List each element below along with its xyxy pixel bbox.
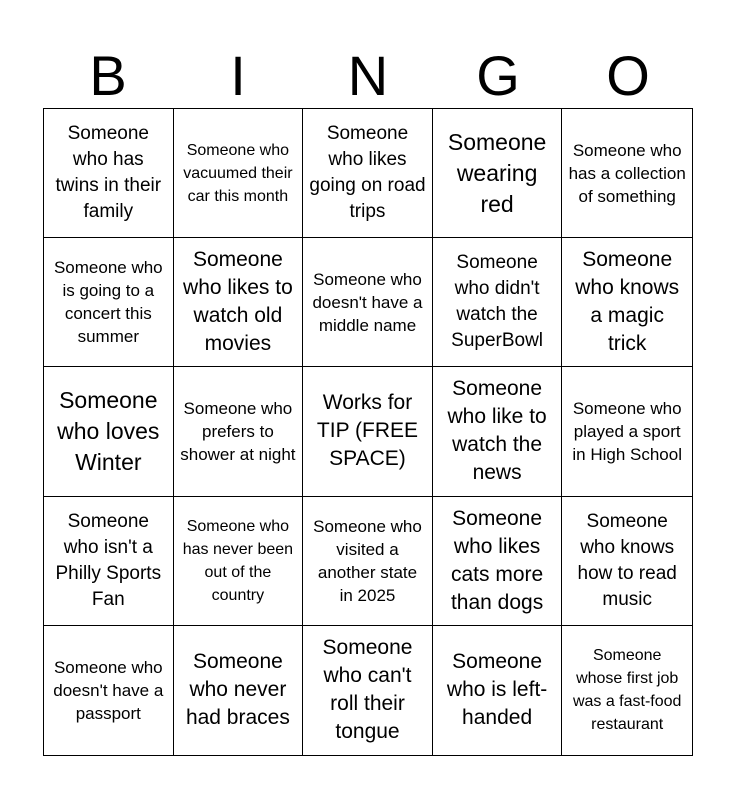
cell-text: Someone who isn't a Philly Sports Fan xyxy=(55,510,162,610)
cell-text: Someone who knows a magic trick xyxy=(575,248,680,356)
bingo-cell[interactable] xyxy=(44,238,174,367)
cell-text: Someone who prefers to shower at night xyxy=(180,398,296,464)
bingo-cell[interactable] xyxy=(433,238,563,367)
cell-text: Someone who like to watch the news xyxy=(447,377,547,485)
bingo-cell[interactable] xyxy=(174,238,304,367)
cell-text: Someone who played a sport in High School xyxy=(572,398,682,464)
cell-text: Someone who is going to a concert this summer xyxy=(53,258,163,347)
cell-text: Someone who knows how to read music xyxy=(577,510,677,610)
cell-text: Someone who vacuumed their car this month xyxy=(183,141,293,205)
cell-text: Someone who is left-handed xyxy=(446,650,548,730)
bingo-cell[interactable] xyxy=(433,109,563,238)
bingo-cell[interactable] xyxy=(433,367,563,496)
header-letter-b: B xyxy=(89,44,127,107)
cell-text: Works for TIP (FREE SPACE) xyxy=(316,391,419,471)
header-letter-g: G xyxy=(476,44,520,107)
cell-text: Someone who has twins in their family xyxy=(55,123,162,223)
cell-text: Someone wearing red xyxy=(447,128,547,217)
bingo-header xyxy=(43,44,693,108)
bingo-cell[interactable] xyxy=(562,367,692,496)
bingo-cell[interactable] xyxy=(44,109,174,238)
bingo-cell[interactable] xyxy=(44,626,174,755)
bingo-cell[interactable] xyxy=(303,497,433,626)
bingo-board xyxy=(43,108,693,756)
cell-text: Someone who can't roll their tongue xyxy=(322,636,413,744)
cell-text: Someone who doesn't have a passport xyxy=(53,657,164,723)
cell-text: Someone who doesn't have a middle name xyxy=(312,269,423,335)
bingo-cell[interactable] xyxy=(562,626,692,755)
bingo-cell[interactable] xyxy=(303,238,433,367)
bingo-cell[interactable] xyxy=(562,109,692,238)
cell-text: Someone who never had braces xyxy=(185,650,290,730)
bingo-cell[interactable] xyxy=(44,367,174,496)
bingo-cell[interactable] xyxy=(174,626,304,755)
cell-text: Someone who loves Winter xyxy=(57,386,160,475)
bingo-cell[interactable] xyxy=(174,109,304,238)
cell-text: Someone who likes to watch old movies xyxy=(183,248,293,356)
bingo-cell[interactable] xyxy=(433,497,563,626)
bingo-cell[interactable] xyxy=(174,497,304,626)
cell-text: Someone who likes cats more than dogs xyxy=(450,506,544,614)
header-letter-o: O xyxy=(606,44,650,107)
bingo-cell[interactable] xyxy=(562,238,692,367)
free-space-cell[interactable] xyxy=(303,367,433,496)
bingo-cell[interactable] xyxy=(44,497,174,626)
cell-text: Someone who likes going on road trips xyxy=(309,123,426,223)
bingo-cell[interactable] xyxy=(303,109,433,238)
header-letter-i: I xyxy=(230,44,246,107)
cell-text: Someone whose first job was a fast-food restaurant xyxy=(572,647,682,734)
bingo-cell[interactable] xyxy=(433,626,563,755)
cell-text: Someone who visited a another state in 2025 xyxy=(313,516,422,605)
cell-text: Someone who has never been out of the country xyxy=(182,517,294,604)
header-letter-n: N xyxy=(347,44,389,107)
bingo-cell[interactable] xyxy=(303,626,433,755)
bingo-cell[interactable] xyxy=(174,367,304,496)
bingo-cell[interactable] xyxy=(562,497,692,626)
cell-text: Someone who has a collection of something xyxy=(568,140,686,206)
cell-text: Someone who didn't watch the SuperBowl xyxy=(451,252,544,352)
